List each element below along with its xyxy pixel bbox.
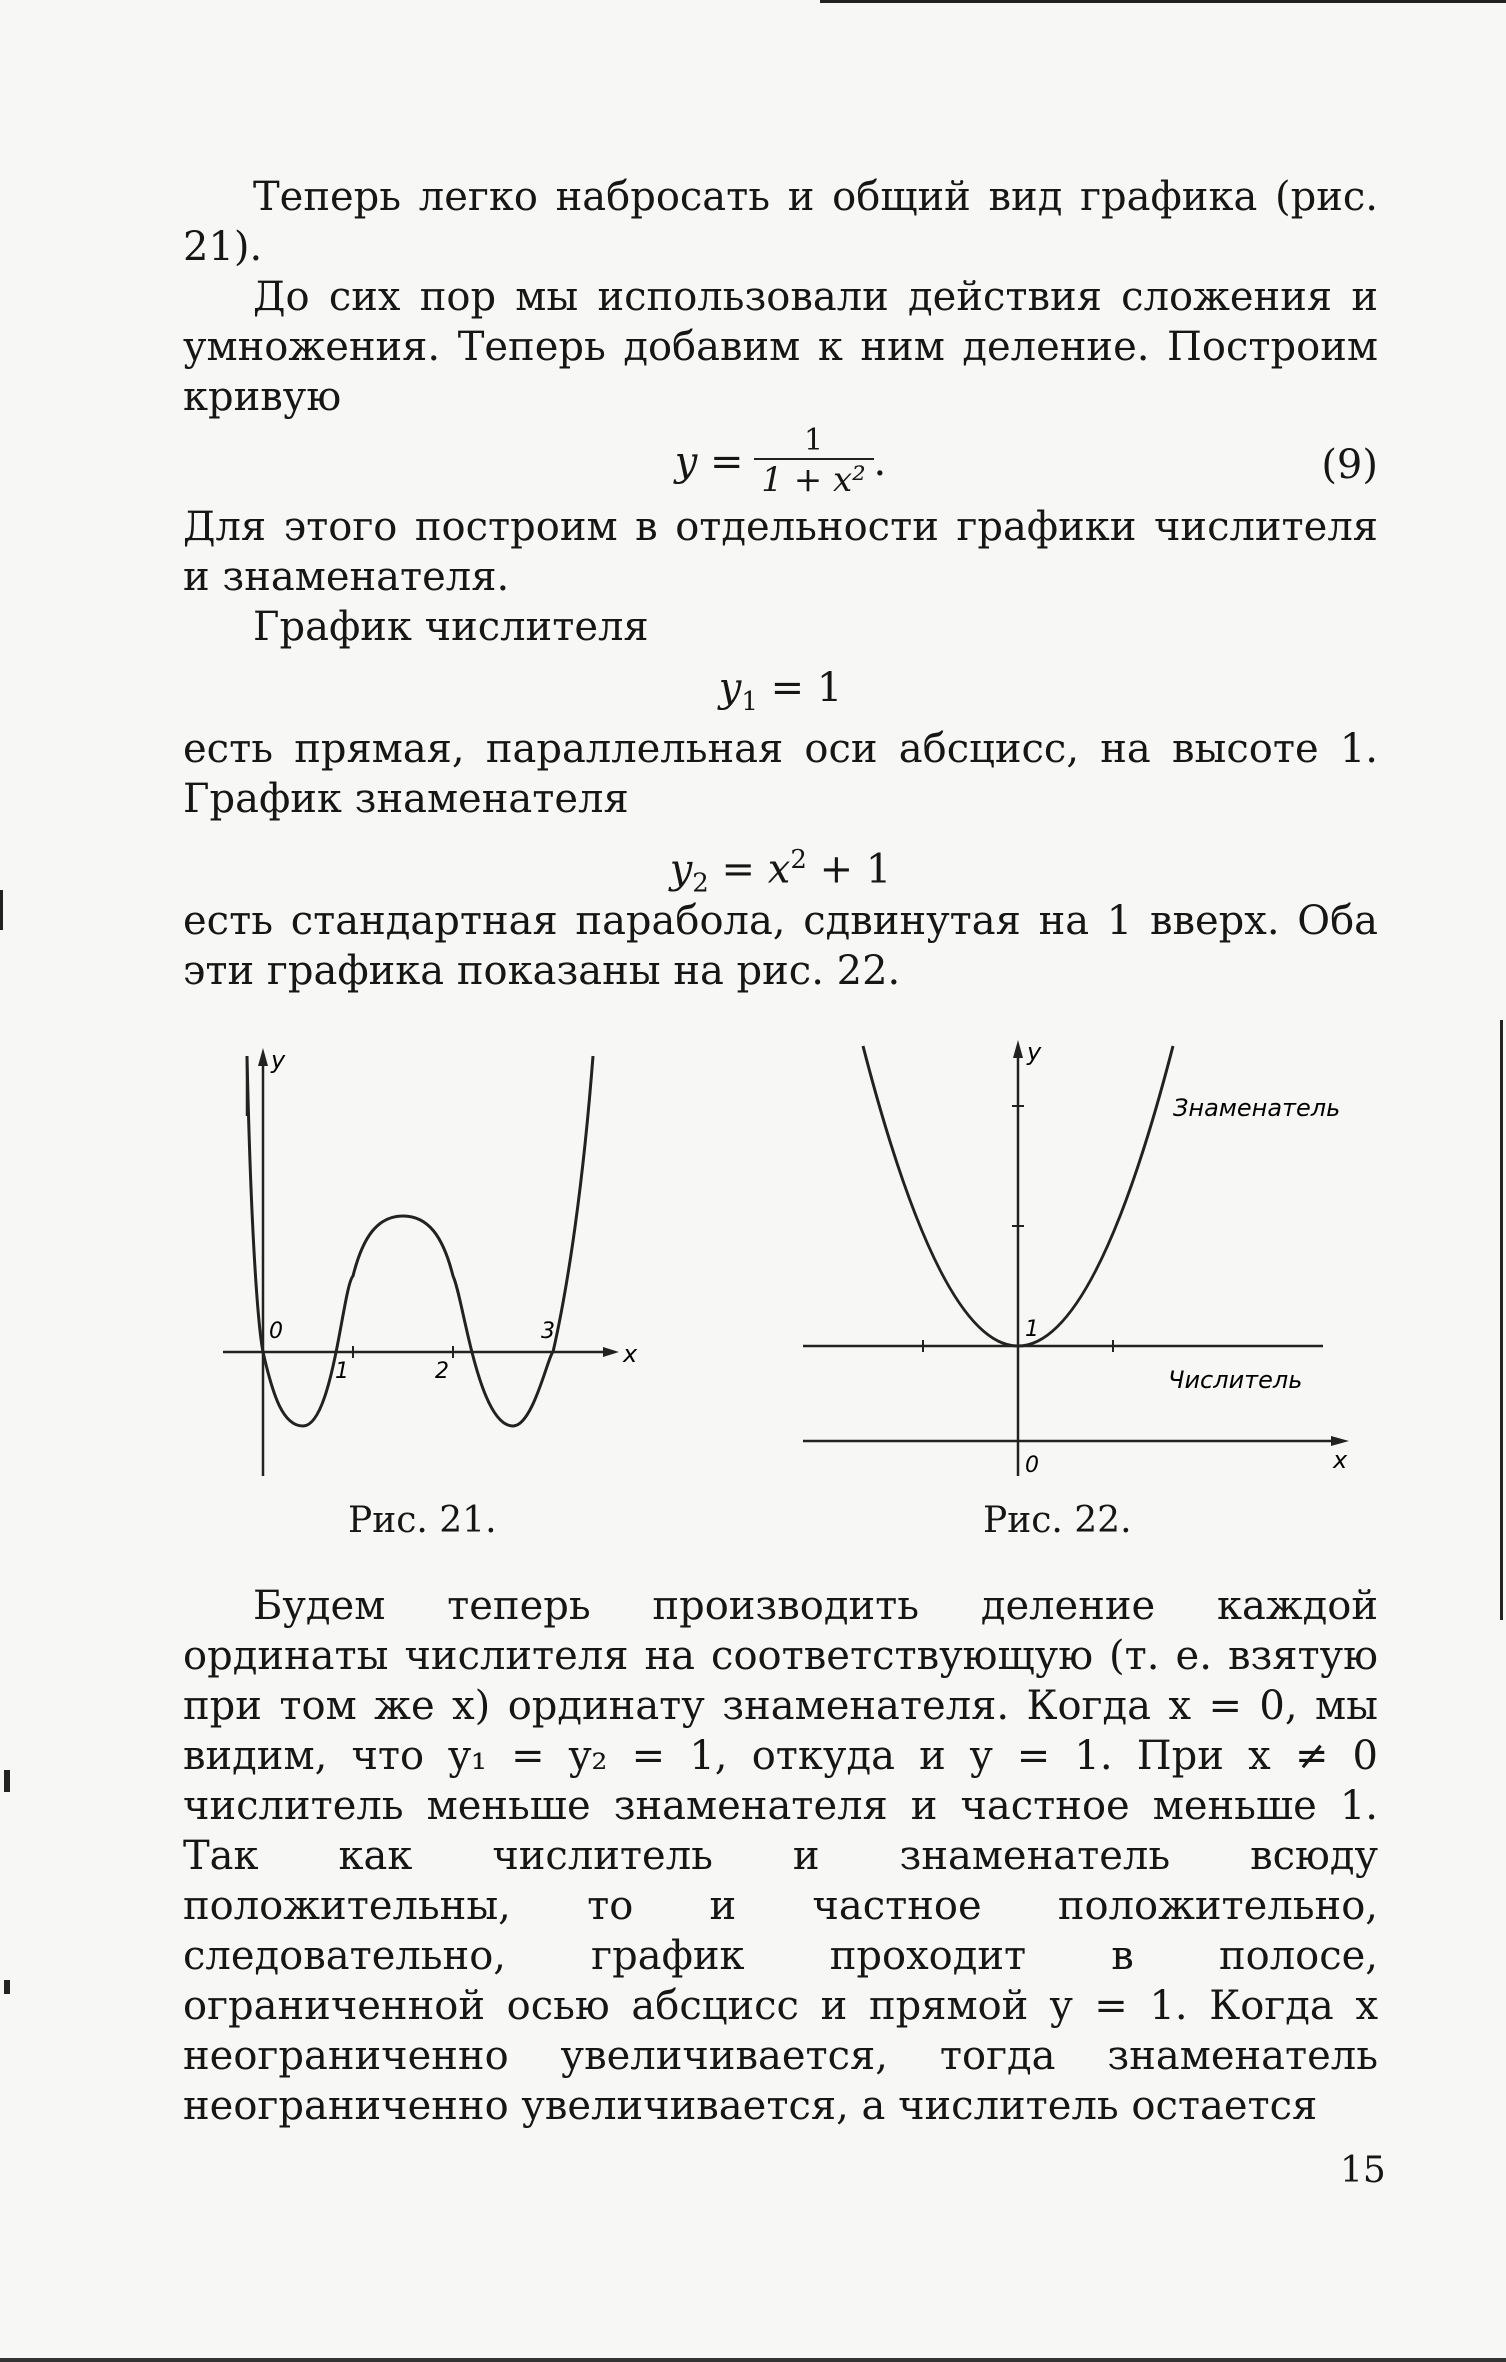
fig22-tick-label-1: 1 <box>1025 1317 1039 1342</box>
fig22-x-label: x <box>1333 1446 1348 1474</box>
equation-y1 <box>183 652 1378 724</box>
fig22-x-arrow <box>1331 1436 1349 1446</box>
fig22-y-arrow <box>1013 1040 1023 1058</box>
y1-sub: 1 <box>741 687 758 717</box>
fig21-tick-label-3: 3 <box>541 1319 555 1344</box>
fig21-curve <box>247 1056 593 1426</box>
scan-mark-right-1 <box>1500 1020 1503 1620</box>
eq9-fraction <box>754 424 874 500</box>
figure-22-plot <box>803 1026 1363 1486</box>
paragraph-5: есть прямая, параллельная оси абсцисс, на высоте 1. График знаменателя <box>183 726 1378 822</box>
fig21-y-label: y <box>271 1046 286 1074</box>
figure-21-caption: Рис. 21. <box>348 1500 497 1541</box>
fig21-tick-label-1: 1 <box>335 1359 349 1384</box>
fig22-y-label: y <box>1027 1038 1042 1066</box>
eq9-numerator: 1 <box>804 423 824 458</box>
fig22-origin-label: 0 <box>1025 1453 1039 1478</box>
eq9-period: . <box>873 439 887 485</box>
paragraph-4: График числителя <box>253 604 649 650</box>
fig21-y-arrow <box>258 1048 268 1066</box>
eq9-lhs: y = <box>674 439 744 485</box>
figure-22-caption: Рис. 22. <box>983 1500 1132 1541</box>
paragraph-1: Теперь легко набросать и общий вид графика (рис. 21). <box>183 174 1378 270</box>
scan-mark-left-2 <box>4 1770 10 1792</box>
eq9-number: (9) <box>1321 442 1378 488</box>
figure-21-plot <box>203 1036 663 1486</box>
fig21-x-label: x <box>623 1340 638 1368</box>
y2-rhs: + 1 <box>806 846 892 893</box>
fig21-tick-label-0: 0 <box>269 1319 283 1344</box>
y1-lhs: y <box>718 665 742 711</box>
equation-9 <box>183 422 1378 502</box>
page-content <box>183 172 1378 2131</box>
figure-22 <box>803 1026 1363 1498</box>
y2-sub: 2 <box>692 868 709 899</box>
scan-mark-left-3 <box>4 1980 10 1994</box>
eq9-denominator: 1 + x² <box>761 460 866 500</box>
y2-lhs: y <box>669 846 693 893</box>
fig22-denominator-label: Знаменатель <box>1173 1094 1341 1122</box>
paragraph-3: Для этого построим в отдельности графики числителя и знаменателя. <box>183 504 1378 600</box>
figures-row <box>183 996 1378 1581</box>
y2-mid: = x <box>708 846 791 893</box>
figure-21 <box>203 1036 663 1498</box>
fig21-x-arrow <box>603 1347 619 1357</box>
scan-edge-top <box>820 0 1506 3</box>
paragraph-7: Будем теперь производить деление каждой ординаты числителя на соответствующую (т. е. взятую при том же x) ординату знаменателя. Когда x = 0, мы видим, что y₁ = y₂ = 1, откуда и y = 1. При x ≠ 0 числитель меньше знаменателя и частное меньше 1. Так как числитель и знаменатель всюду положительны, то и частное положительно, следовательно, график проходит в полосе, ограниченной осью абсцисс и прямой y = 1. Когда x неограниченно увеличивается, тогда знаменатель неограниченно увеличивается, а числитель остается <box>183 1583 1378 2129</box>
paragraph-6: есть стандартная парабола, сдвинутая на 1 вверх. Оба эти графика показаны на рис. 22. <box>183 898 1378 994</box>
y1-rhs: = 1 <box>757 665 843 711</box>
fig21-tick-label-2: 2 <box>435 1359 449 1384</box>
scan-mark-left-1 <box>0 890 3 930</box>
scan-edge-bottom <box>0 2358 1506 2362</box>
page-number: 15 <box>1340 2150 1386 2191</box>
equation-y2 <box>183 824 1378 899</box>
paragraph-2: До сих пор мы использовали действия сложения и умножения. Теперь добавим к ним деление. Построим кривую <box>183 274 1378 420</box>
y2-sup: 2 <box>790 845 807 875</box>
fig22-numerator-label: Числитель <box>1168 1366 1303 1394</box>
